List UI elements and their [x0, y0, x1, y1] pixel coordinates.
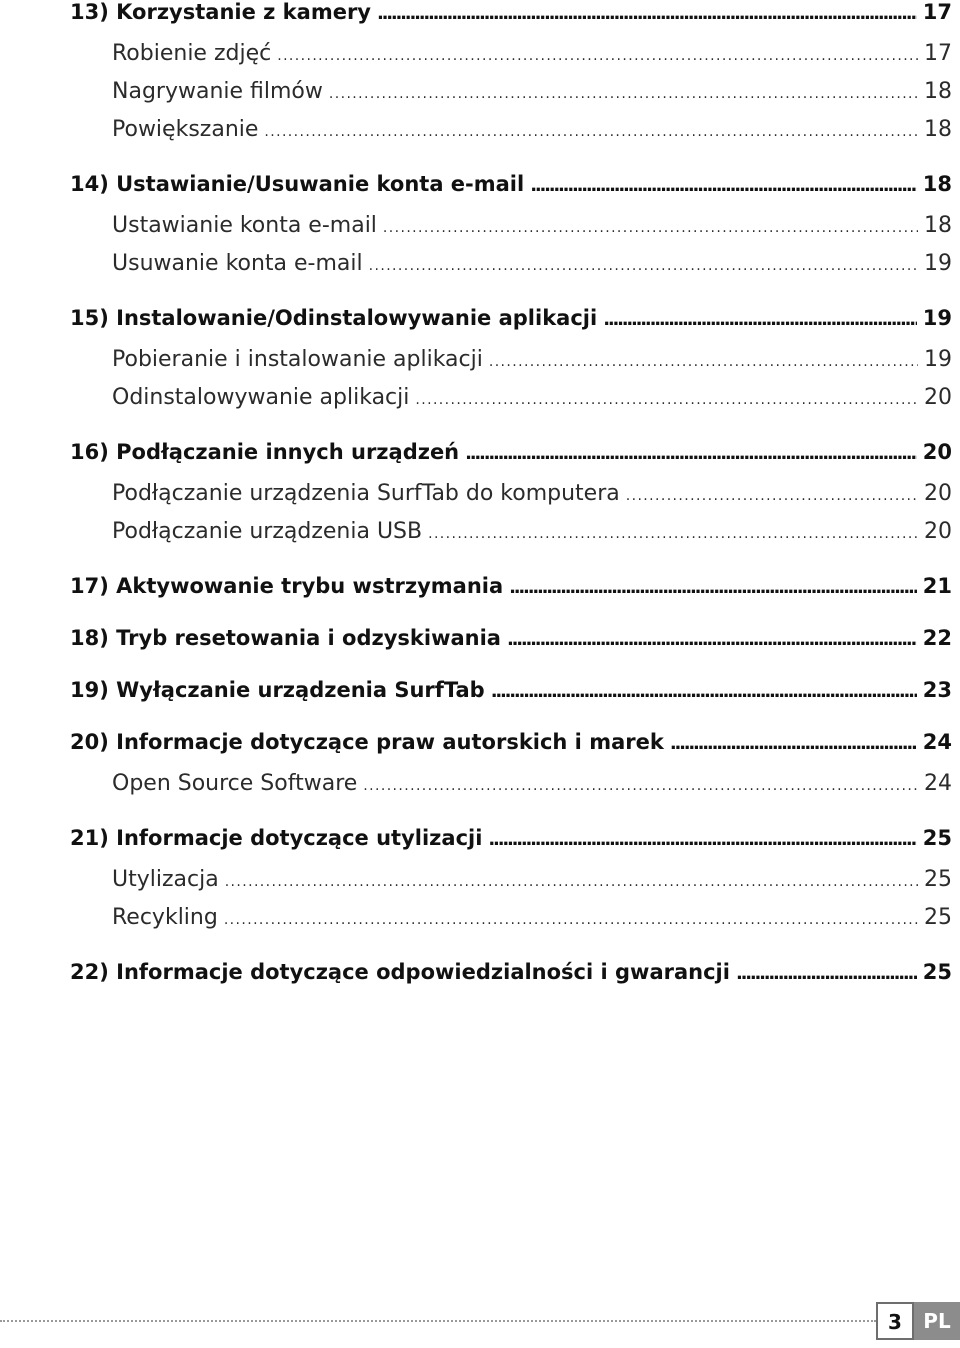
toc-section: [70, 574, 952, 603]
toc-subitem-page: 20: [924, 519, 952, 544]
dot-leader: [509, 577, 917, 598]
dot-leader: [383, 209, 918, 247]
toc-subitem-page: 18: [924, 117, 952, 142]
toc-subitem-title: Pobieranie i instalowanie aplikacji: [112, 347, 483, 372]
dot-leader: [488, 829, 916, 850]
toc-section: [70, 730, 952, 803]
dot-leader: [465, 443, 917, 464]
toc-subitem[interactable]: [70, 379, 952, 417]
toc-subitem[interactable]: [70, 111, 952, 149]
footer-dotted-rule: [0, 1320, 876, 1322]
dot-leader: [415, 381, 918, 419]
toc-heading-page: 22: [922, 626, 952, 650]
toc-subitem-title: Robienie zdjęć: [112, 41, 272, 66]
toc-subitem[interactable]: [70, 861, 952, 899]
dot-leader: [224, 901, 918, 939]
toc-heading-page: 25: [922, 960, 952, 984]
dot-leader: [428, 515, 918, 553]
toc-heading-page: 20: [922, 440, 952, 464]
dot-leader: [626, 477, 918, 515]
toc-subitem-title: Ustawianie konta e-mail: [112, 213, 377, 238]
toc-heading[interactable]: [70, 730, 952, 759]
toc-subitem-title: Nagrywanie filmów: [112, 79, 323, 104]
toc-heading-title: 19) Wyłączanie urządzenia SurfTab: [70, 678, 485, 702]
toc-subitem-page: 19: [924, 347, 952, 372]
dot-leader: [225, 863, 918, 901]
dot-leader: [507, 629, 917, 650]
dot-leader: [603, 309, 917, 330]
toc-heading[interactable]: [70, 440, 952, 469]
dot-leader: [329, 75, 918, 113]
toc-heading-title: 18) Tryb resetowania i odzyskiwania: [70, 626, 501, 650]
toc-heading-title: 16) Podłączanie innych urządzeń: [70, 440, 460, 464]
toc-subitem-title: Usuwanie konta e-mail: [112, 251, 363, 276]
toc-heading-title: 15) Instalowanie/Odinstalowywanie aplikacji: [70, 306, 598, 330]
toc-subitem-page: 20: [924, 385, 952, 410]
dot-leader: [736, 963, 917, 984]
toc-section: [70, 440, 952, 551]
toc-subitem-title: Podłączanie urządzenia SurfTab do komputera: [112, 481, 620, 506]
dot-leader: [491, 681, 917, 702]
toc-subitem-title: Podłączanie urządzenia USB: [112, 519, 423, 544]
toc-subitem[interactable]: [70, 513, 952, 551]
toc-subitem[interactable]: [70, 73, 952, 111]
dot-leader: [670, 733, 917, 754]
dot-leader: [264, 113, 918, 151]
dot-leader: [489, 343, 918, 381]
toc-heading-title: 20) Informacje dotyczące praw autorskich i marek: [70, 730, 664, 754]
toc-subitem-title: Utylizacja: [112, 867, 219, 892]
toc-subitem[interactable]: [70, 765, 952, 803]
toc-subitem[interactable]: [70, 475, 952, 513]
toc-section: [70, 306, 952, 417]
toc-heading[interactable]: [70, 172, 952, 201]
toc-heading-page: 23: [922, 678, 952, 702]
toc-section: [70, 678, 952, 707]
dot-leader: [363, 767, 918, 805]
dot-leader: [377, 3, 917, 24]
toc-heading-page: 25: [922, 826, 952, 850]
toc-subitem[interactable]: [70, 245, 952, 283]
toc-heading-title: 14) Ustawianie/Usuwanie konta e-mail: [70, 172, 525, 196]
toc-heading-page: 18: [922, 172, 952, 196]
toc-subitem-page: 25: [924, 905, 952, 930]
toc-heading-title: 22) Informacje dotyczące odpowiedzialności i gwarancji: [70, 960, 730, 984]
language-badge: PL: [914, 1302, 960, 1340]
page-number: 3: [876, 1302, 914, 1340]
toc-heading[interactable]: [70, 960, 952, 989]
toc-heading[interactable]: [70, 678, 952, 707]
toc-heading[interactable]: [70, 574, 952, 603]
toc-heading-page: 19: [922, 306, 952, 330]
toc-heading[interactable]: [70, 306, 952, 335]
dot-leader: [530, 175, 917, 196]
toc-subitem-title: Odinstalowywanie aplikacji: [112, 385, 410, 410]
toc-heading-title: 13) Korzystanie z kamery: [70, 0, 371, 24]
table-of-contents: [70, 0, 952, 989]
toc-subitem[interactable]: [70, 899, 952, 937]
toc-subitem[interactable]: [70, 207, 952, 245]
toc-subitem-page: 20: [924, 481, 952, 506]
toc-subitem-page: 24: [924, 771, 952, 796]
toc-subitem[interactable]: [70, 35, 952, 73]
toc-heading[interactable]: [70, 0, 952, 29]
toc-subitem-page: 19: [924, 251, 952, 276]
toc-subitem-title: Powiększanie: [112, 117, 259, 142]
toc-heading-page: 24: [922, 730, 952, 754]
toc-heading-page: 17: [922, 0, 952, 24]
toc-subitem-title: Recykling: [112, 905, 218, 930]
toc-heading[interactable]: [70, 826, 952, 855]
toc-subitem-page: 18: [924, 79, 952, 104]
toc-subitem-page: 17: [924, 41, 952, 66]
toc-section: [70, 172, 952, 283]
toc-subitem-title: Open Source Software: [112, 771, 358, 796]
toc-heading-title: 17) Aktywowanie trybu wstrzymania: [70, 574, 504, 598]
toc-heading-page: 21: [922, 574, 952, 598]
page-footer: [0, 1300, 960, 1348]
toc-subitem[interactable]: [70, 341, 952, 379]
toc-section: [70, 826, 952, 937]
toc-section: [70, 960, 952, 989]
toc-heading[interactable]: [70, 626, 952, 655]
toc-section: [70, 0, 952, 149]
dot-leader: [369, 247, 918, 285]
toc-heading-title: 21) Informacje dotyczące utylizacji: [70, 826, 483, 850]
toc-subitem-page: 25: [924, 867, 952, 892]
dot-leader: [277, 37, 918, 75]
toc-section: [70, 626, 952, 655]
toc-subitem-page: 18: [924, 213, 952, 238]
